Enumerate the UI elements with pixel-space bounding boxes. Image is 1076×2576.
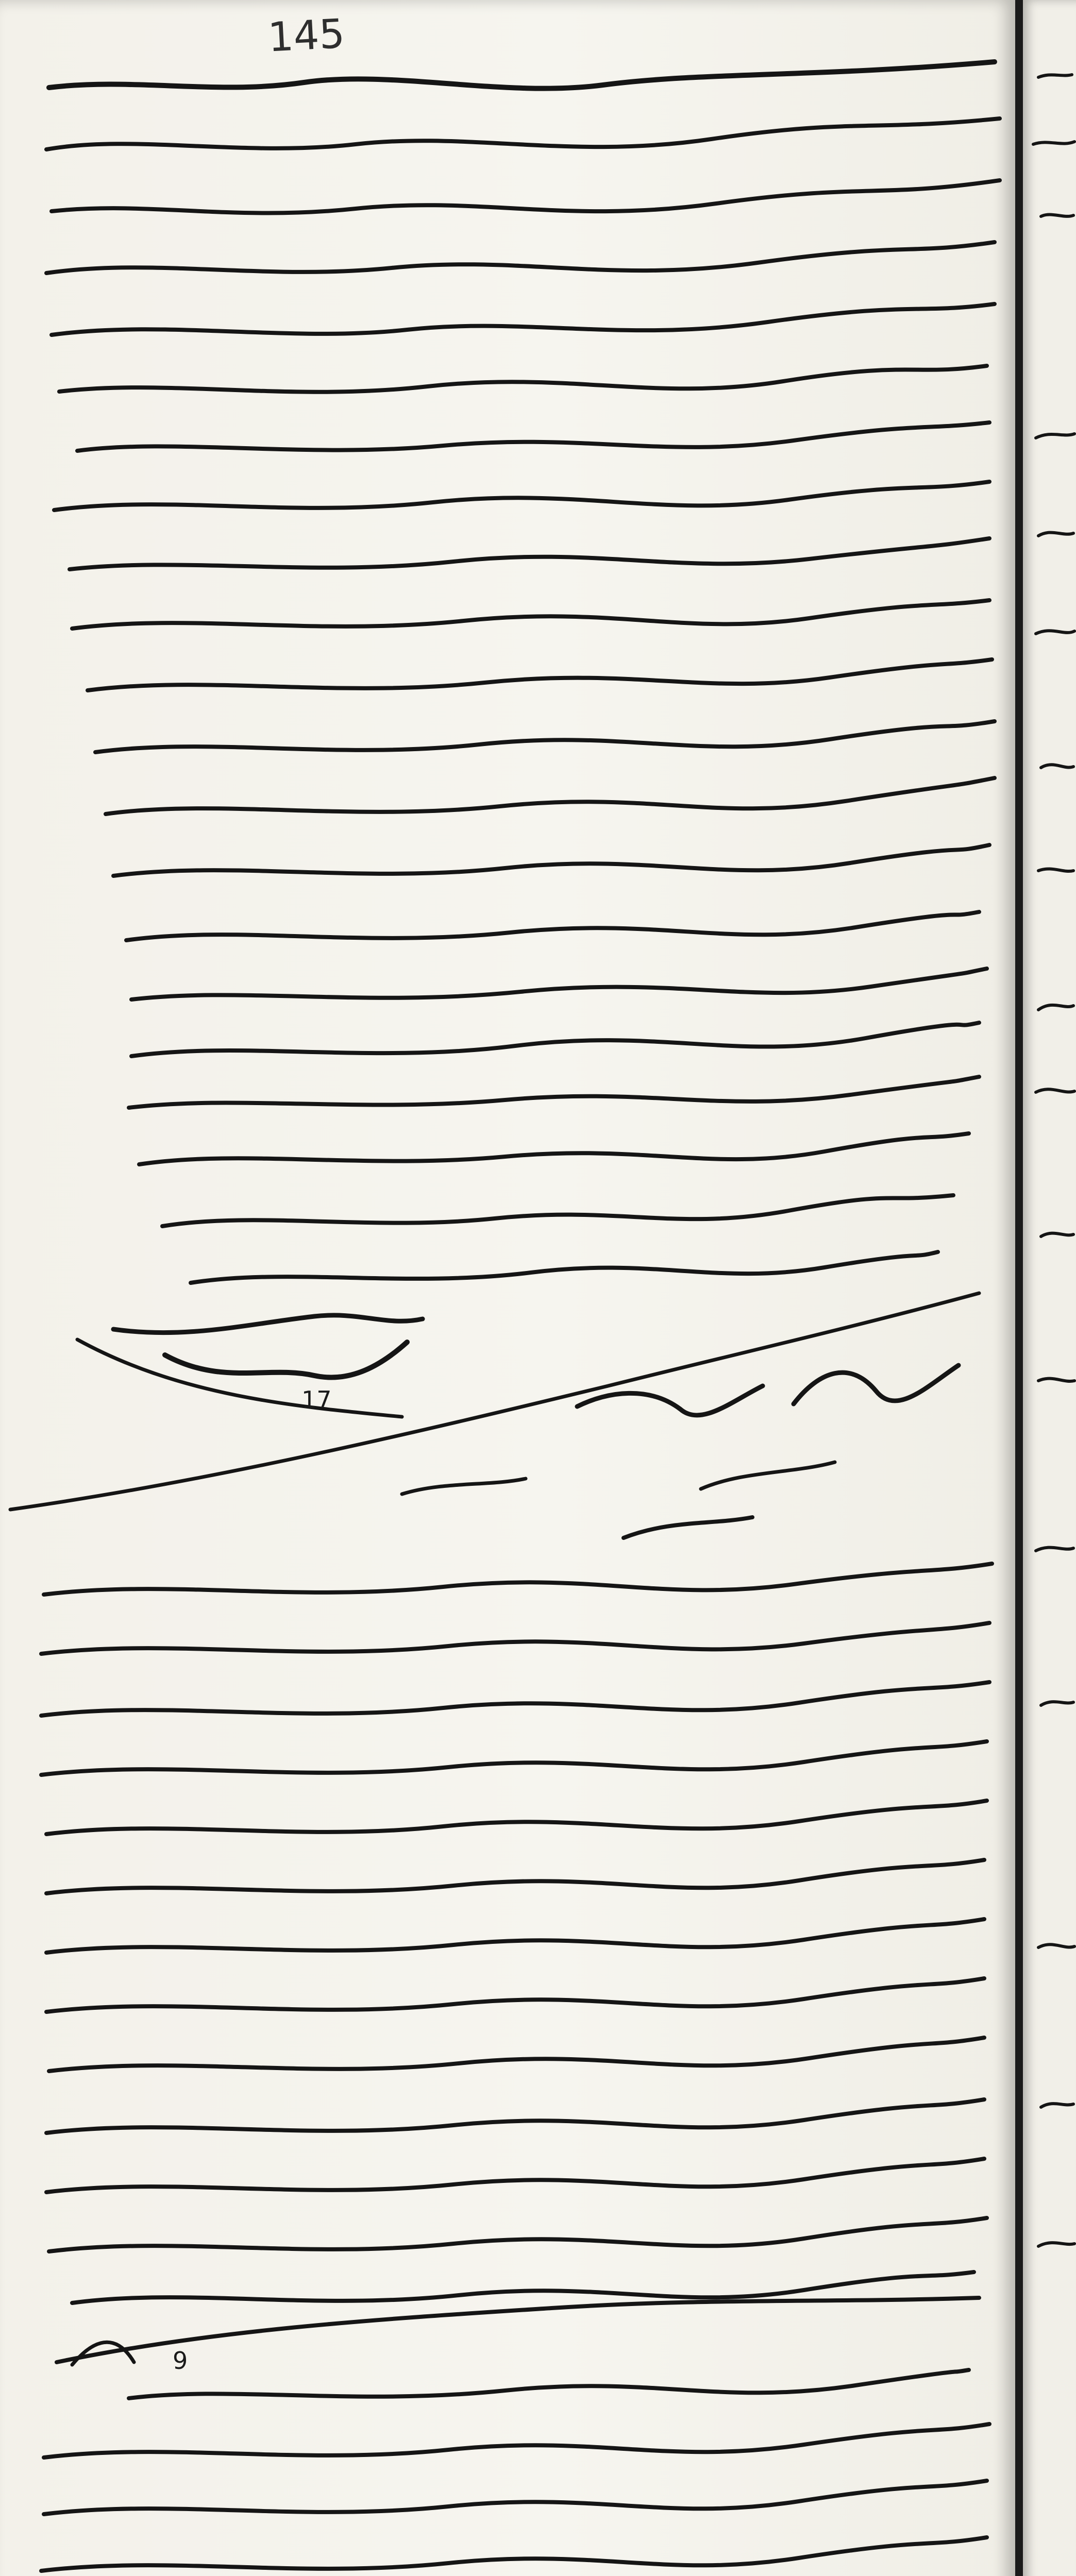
marginal-number-9: 9	[173, 2347, 188, 2375]
adjacent-page-edge	[1023, 0, 1076, 2576]
marginal-number-17: 17	[301, 1386, 332, 1414]
entry-1-closing-signatures	[10, 1293, 979, 1510]
entry-2-text	[41, 1517, 992, 2303]
folio-number: 145	[266, 10, 346, 61]
entry-1-text	[46, 62, 1000, 1283]
entry-2-divider	[57, 2298, 979, 2365]
adjacent-page-text-layer	[1023, 0, 1076, 2576]
entry-3-text	[41, 2370, 989, 2576]
